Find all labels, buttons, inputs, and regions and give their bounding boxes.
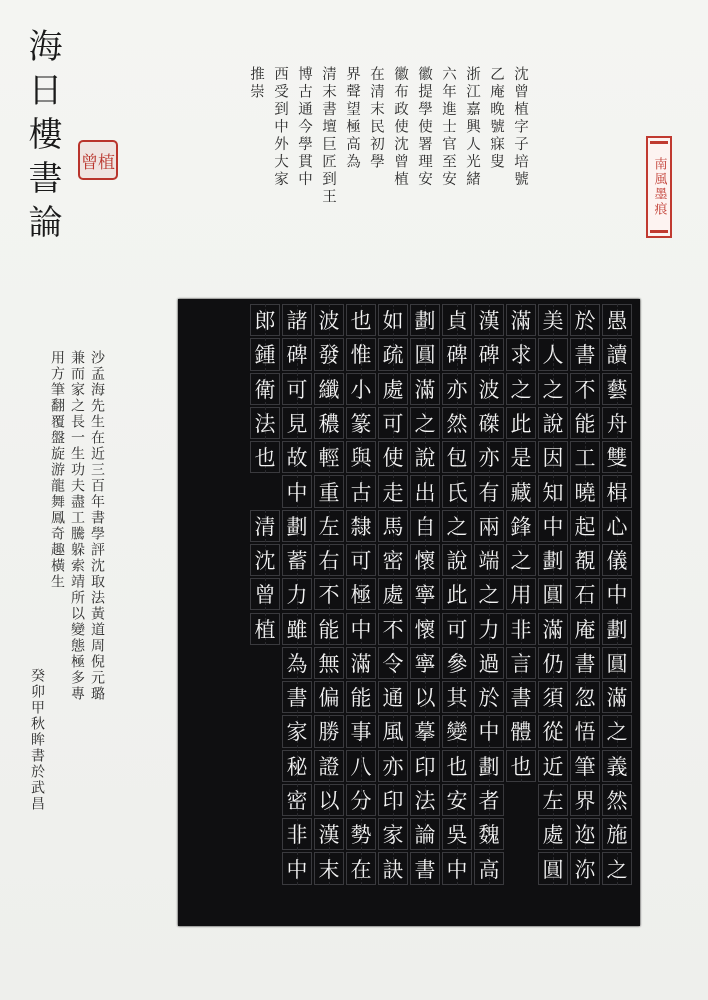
biography-column: 徽提學使署理安 [416,66,432,189]
character-cell: 貞 [441,303,473,337]
character-cell: 之 [505,372,537,406]
character-cell: 沵 [569,851,601,885]
character-grid [185,303,633,920]
biography-column: 清末書壇巨匠到王 [320,66,336,206]
character-cell: 力 [473,612,505,646]
character-cell: 書 [569,646,601,680]
character-cell: 中 [537,509,569,543]
biography-column: 西受到中外大家 [272,66,288,189]
character-cell: 之 [441,509,473,543]
character-cell: 儀 [601,543,633,577]
character-cell: 非 [505,612,537,646]
character-cell: 劃 [601,612,633,646]
character-cell: 圓 [537,851,569,885]
text-column [409,303,441,920]
character-cell: 非 [281,817,313,851]
text-column [505,303,537,920]
character-cell: 能 [569,406,601,440]
character-cell: 曾 [249,577,281,611]
character-cell: 沈 [249,543,281,577]
character-cell: 覩 [569,543,601,577]
biography-column: 沈曾植字子培號 [512,66,528,189]
character-cell: 可 [441,612,473,646]
text-column [473,303,505,920]
character-cell: 舟 [601,406,633,440]
character-cell: 讀 [601,337,633,371]
character-cell: 書 [281,680,313,714]
text-column [313,303,345,920]
character-cell: 見 [281,406,313,440]
character-cell: 也 [441,749,473,783]
character-cell: 能 [345,680,377,714]
character-cell: 法 [249,406,281,440]
character-cell: 事 [345,714,377,748]
character-cell: 寧 [409,577,441,611]
biography-column: 界聲望極高為 [344,66,360,171]
character-cell: 施 [601,817,633,851]
character-cell: 力 [281,577,313,611]
character-cell: 家 [281,714,313,748]
character-cell: 體 [505,714,537,748]
character-cell: 悟 [569,714,601,748]
character-cell: 密 [281,783,313,817]
character-cell: 此 [441,577,473,611]
character-cell: 圓 [601,646,633,680]
biography-column: 六年進士官至安 [440,66,456,189]
character-cell: 輕 [313,440,345,474]
character-cell: 摹 [409,714,441,748]
character-cell: 碑 [441,337,473,371]
character-cell: 中 [345,612,377,646]
character-cell: 人 [537,337,569,371]
character-cell: 美 [537,303,569,337]
character-cell: 求 [505,337,537,371]
character-cell: 滿 [537,612,569,646]
character-cell: 令 [377,646,409,680]
character-cell: 諸 [281,303,313,337]
biography-column: 在清末民初學 [368,66,384,171]
character-cell: 疏 [377,337,409,371]
character-cell: 中 [441,851,473,885]
character-cell: 穠 [313,406,345,440]
character-cell: 也 [505,749,537,783]
character-cell: 衛 [249,372,281,406]
character-cell: 寧 [409,646,441,680]
character-cell: 之 [473,577,505,611]
character-cell: 於 [569,303,601,337]
character-cell: 風 [377,714,409,748]
character-cell: 能 [313,612,345,646]
character-cell: 然 [601,783,633,817]
character-cell: 近 [537,749,569,783]
character-cell: 說 [441,543,473,577]
character-cell: 雖 [281,612,313,646]
character-cell: 庵 [569,612,601,646]
character-cell: 郎 [249,303,281,337]
character-cell: 磔 [473,406,505,440]
character-cell: 處 [377,372,409,406]
character-cell: 於 [473,680,505,714]
character-cell: 書 [505,680,537,714]
character-cell: 無 [313,646,345,680]
text-column [249,303,281,920]
character-cell: 不 [569,372,601,406]
character-cell: 楫 [601,474,633,508]
character-cell: 忽 [569,680,601,714]
character-cell: 雙 [601,440,633,474]
text-column [345,303,377,920]
character-cell: 藝 [601,372,633,406]
character-cell: 右 [313,543,345,577]
character-cell: 使 [377,440,409,474]
character-cell: 書 [569,337,601,371]
character-cell: 末 [313,851,345,885]
character-cell: 氏 [441,474,473,508]
seal-stamp [78,140,118,180]
character-cell: 知 [537,474,569,508]
character-cell: 惟 [345,337,377,371]
character-cell: 左 [537,783,569,817]
calligraphy-board [178,299,640,926]
character-cell: 劃 [281,509,313,543]
character-cell: 古 [345,474,377,508]
character-cell: 處 [537,817,569,851]
character-cell: 可 [377,406,409,440]
character-cell: 漢 [313,817,345,851]
character-cell: 滿 [505,303,537,337]
character-cell: 須 [537,680,569,714]
character-cell: 懷 [409,543,441,577]
character-cell: 滿 [345,646,377,680]
character-cell: 藏 [505,474,537,508]
character-cell: 魏 [473,817,505,851]
character-cell: 筆 [569,749,601,783]
character-cell: 可 [345,543,377,577]
character-cell: 中 [473,714,505,748]
character-cell: 之 [601,851,633,885]
character-cell: 此 [505,406,537,440]
character-cell: 其 [441,680,473,714]
character-cell: 書 [409,851,441,885]
inscription-column: 癸卯甲秋眸書於武昌 [29,668,45,812]
character-cell: 碑 [281,337,313,371]
character-cell: 心 [601,509,633,543]
character-cell: 然 [441,406,473,440]
character-cell: 不 [313,577,345,611]
character-cell: 清 [249,509,281,543]
character-cell: 論 [409,817,441,851]
character-cell: 吳 [441,817,473,851]
character-cell: 出 [409,474,441,508]
character-cell: 可 [281,372,313,406]
character-cell: 分 [345,783,377,817]
character-cell: 鋒 [505,509,537,543]
seal-text: 曾植 [81,152,115,173]
character-cell: 偏 [313,680,345,714]
character-cell: 為 [281,646,313,680]
character-cell: 植 [249,612,281,646]
character-cell: 印 [377,783,409,817]
character-cell: 劃 [473,749,505,783]
character-cell: 漢 [473,303,505,337]
page-title: 海日樓書論 [22,28,62,248]
character-cell: 仍 [537,646,569,680]
character-cell: 纖 [313,372,345,406]
character-cell: 印 [409,749,441,783]
character-cell: 故 [281,440,313,474]
text-column [441,303,473,920]
character-cell: 包 [441,440,473,474]
character-cell: 篆 [345,406,377,440]
character-cell: 勝 [313,714,345,748]
character-cell: 劃 [409,303,441,337]
character-cell: 中 [281,851,313,885]
character-cell: 端 [473,543,505,577]
character-cell: 劃 [537,543,569,577]
text-column [537,303,569,920]
character-cell: 圓 [409,337,441,371]
biography-column: 推崇 [248,66,264,101]
character-cell: 與 [345,440,377,474]
character-cell: 左 [313,509,345,543]
character-cell: 變 [441,714,473,748]
character-cell: 石 [569,577,601,611]
text-column [601,303,633,920]
character-cell: 兩 [473,509,505,543]
character-cell: 法 [409,783,441,817]
character-cell: 用 [505,577,537,611]
character-cell: 波 [473,372,505,406]
character-cell: 滿 [601,680,633,714]
character-cell: 亦 [441,372,473,406]
character-cell: 以 [313,783,345,817]
biography-column: 徽布政使沈曾植 [392,66,408,189]
character-cell: 之 [537,372,569,406]
character-cell: 不 [377,612,409,646]
character-cell: 滿 [409,372,441,406]
character-cell: 勢 [345,817,377,851]
character-cell: 馬 [377,509,409,543]
character-cell: 隸 [345,509,377,543]
character-cell: 碑 [473,337,505,371]
character-cell: 愚 [601,303,633,337]
character-cell: 之 [505,543,537,577]
character-cell: 之 [409,406,441,440]
character-cell: 也 [345,303,377,337]
character-cell: 波 [313,303,345,337]
character-cell: 小 [345,372,377,406]
studio-seal: 南風墨痕 [646,136,672,238]
character-cell: 鍾 [249,337,281,371]
inscription-column: 用方筆翻覆盤旋游龍舞鳳奇趣橫生 [49,350,65,590]
character-cell: 八 [345,749,377,783]
character-cell: 之 [601,714,633,748]
character-cell: 發 [313,337,345,371]
text-column [569,303,601,920]
character-cell: 亦 [473,440,505,474]
character-cell: 有 [473,474,505,508]
character-cell: 說 [537,406,569,440]
character-cell: 起 [569,509,601,543]
character-cell: 從 [537,714,569,748]
character-cell: 中 [281,474,313,508]
biography-column: 浙江嘉興人光緒 [464,66,480,189]
character-cell: 中 [601,577,633,611]
character-cell: 言 [505,646,537,680]
character-cell: 以 [409,680,441,714]
biography-column: 博古通今學貫中 [296,66,312,189]
character-cell: 高 [473,851,505,885]
character-cell: 安 [441,783,473,817]
inscription-column: 沙孟海先生在近三百年書學評沈取法黃道周倪元璐 [89,350,105,702]
character-cell: 圓 [537,577,569,611]
text-column [377,303,409,920]
character-cell: 密 [377,543,409,577]
character-cell: 重 [313,474,345,508]
character-cell: 處 [377,577,409,611]
character-cell: 過 [473,646,505,680]
character-cell: 者 [473,783,505,817]
character-cell: 是 [505,440,537,474]
inscription-column: 兼而家之長一生功夫盡工騰躲索靖所以變態極多專 [69,350,85,702]
character-cell: 也 [249,440,281,474]
character-cell: 通 [377,680,409,714]
character-cell: 證 [313,749,345,783]
character-cell: 訣 [377,851,409,885]
character-cell: 家 [377,817,409,851]
character-cell: 因 [537,440,569,474]
text-column [281,303,313,920]
character-cell: 如 [377,303,409,337]
character-cell: 秘 [281,749,313,783]
character-cell: 懷 [409,612,441,646]
character-cell: 亦 [377,749,409,783]
character-cell: 極 [345,577,377,611]
character-cell: 自 [409,509,441,543]
biography-column: 乙庵晚號寐叟 [488,66,504,171]
character-cell: 迩 [569,817,601,851]
character-cell: 界 [569,783,601,817]
character-cell: 說 [409,440,441,474]
character-cell: 蓄 [281,543,313,577]
character-cell: 參 [441,646,473,680]
character-cell: 在 [345,851,377,885]
character-cell: 義 [601,749,633,783]
character-cell: 走 [377,474,409,508]
character-cell: 工 [569,440,601,474]
character-cell: 曉 [569,474,601,508]
